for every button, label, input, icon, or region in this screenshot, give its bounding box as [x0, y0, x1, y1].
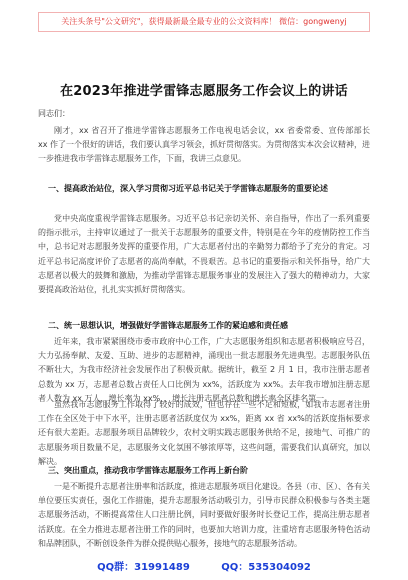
- contact-footer: [38, 558, 370, 573]
- qq-contact-label: QQ：535304092: [221, 562, 311, 573]
- salutation: 同志们：: [38, 109, 70, 118]
- section-heading-1: 一、提高政治站位，深入学习贯彻习近平总书记关于学雷锋志愿服务的重要论述: [48, 184, 328, 193]
- promo-banner: 关注头条号"公文研究"，获得最新最全最专业的公文资料库！ 微信：gongwenyj: [38, 12, 370, 32]
- paragraph-section-1: 党中央高度重视学雷锋志愿服务。习近平总书记亲切关怀、亲自指导，作出了一系列重要的指示批示，主持审议通过了一批关于志愿服务的重要文件，特别是在今年的疫情防控工作当中，总书记对志愿服务发挥的重要作用，广大志愿者付出的辛勤努力都给予了充分的肯定。习近平总书记高度评价了志愿者的高尚奉献，不畏艰苦。总书记的重要指示和关怀指导，给广大志愿者以极大的鼓舞和激励，为推动学雷锋志愿服务事业的发展注入了强大的精神动力，大家要提高政治站位，扎扎实实抓好贯彻落实。: [38, 214, 370, 295]
- paragraph-intro: 刚才，xx 省召开了推进学雷锋志愿服务工作电视电话会议，xx 省委常委、宣传部部长 xx 作了一个很好的讲话，我们要认真学习领会，抓好贯彻落实。为贯彻落实本次会议精神，进一步推进我市学雷锋志愿服务工作，下面，我讲三点意见。: [38, 126, 371, 164]
- paragraph-section-2b: 虽然我市志愿服务工作取得了较好的成效，但也存在一些不足和短板，如我市志愿者注册工作在全区处于中下水平，注册志愿者活跃度仅为 xx%，距离 xx 省 xx%的活跃度指标要求还有很大差距。志愿服务项目品牌较少，农村文明实践志愿服务供给不足，接地气、可推广的志愿服务项目数量不足，志愿服务文化氛围不够浓厚等，这些问题，需要我们认真研究，加以解决。: [38, 400, 370, 466]
- section-heading-2: 二、统一思想认识，增强做好学雷锋志愿服务工作的紧迫感和责任感: [48, 321, 288, 330]
- paragraph-section-2a: 近年来，我市紧紧围绕市委市政府中心工作，广大志愿服务组织和志愿者积极响应号召，大力弘扬奉献、友爱、互助、进步的志愿精神，涌现出一批志愿服务先进典型。志愿服务队伍不断壮大，为我市经济社会发展作出了积极贡献。据统计，截至 2 月 1 日，我市注册志愿者总数为 xx 万，志愿者总数占责任人口比例为 xx%，活跃度为 xx%。去年我市增加注册志愿者人数为 xx 万人，增长率为 xx%，，增长注册志愿者总数和增长率全区排名第一。: [38, 337, 370, 403]
- document-title: 在2023年推进学雷锋志愿服务工作会议上的讲话: [60, 84, 348, 99]
- section-heading-3: 三、突出重点，推动我市学雷锋志愿服务工作再上新台阶: [48, 466, 248, 475]
- qq-group-label: QQ群：31991489: [97, 562, 190, 573]
- paragraph-section-3: 一是不断提升志愿者注册率和活跃度，推进志愿服务项目化建设。各县（市、区）、各有关单位要压实责任，强化工作措施，提升志愿服务活动吸引力，引导市民群众积极参与各类主题志愿服务活动，不断提高常住人口注册比例，同时要做好服务时长登记工作，提高注册志愿者活跃度。在全力推进志愿者注册工作的同时，也要加大培训力度，注重培育志愿服务特色活动和品牌团队，不断创设条件为群众提供贴心服务，接地气的志愿服务活动。: [38, 482, 370, 548]
